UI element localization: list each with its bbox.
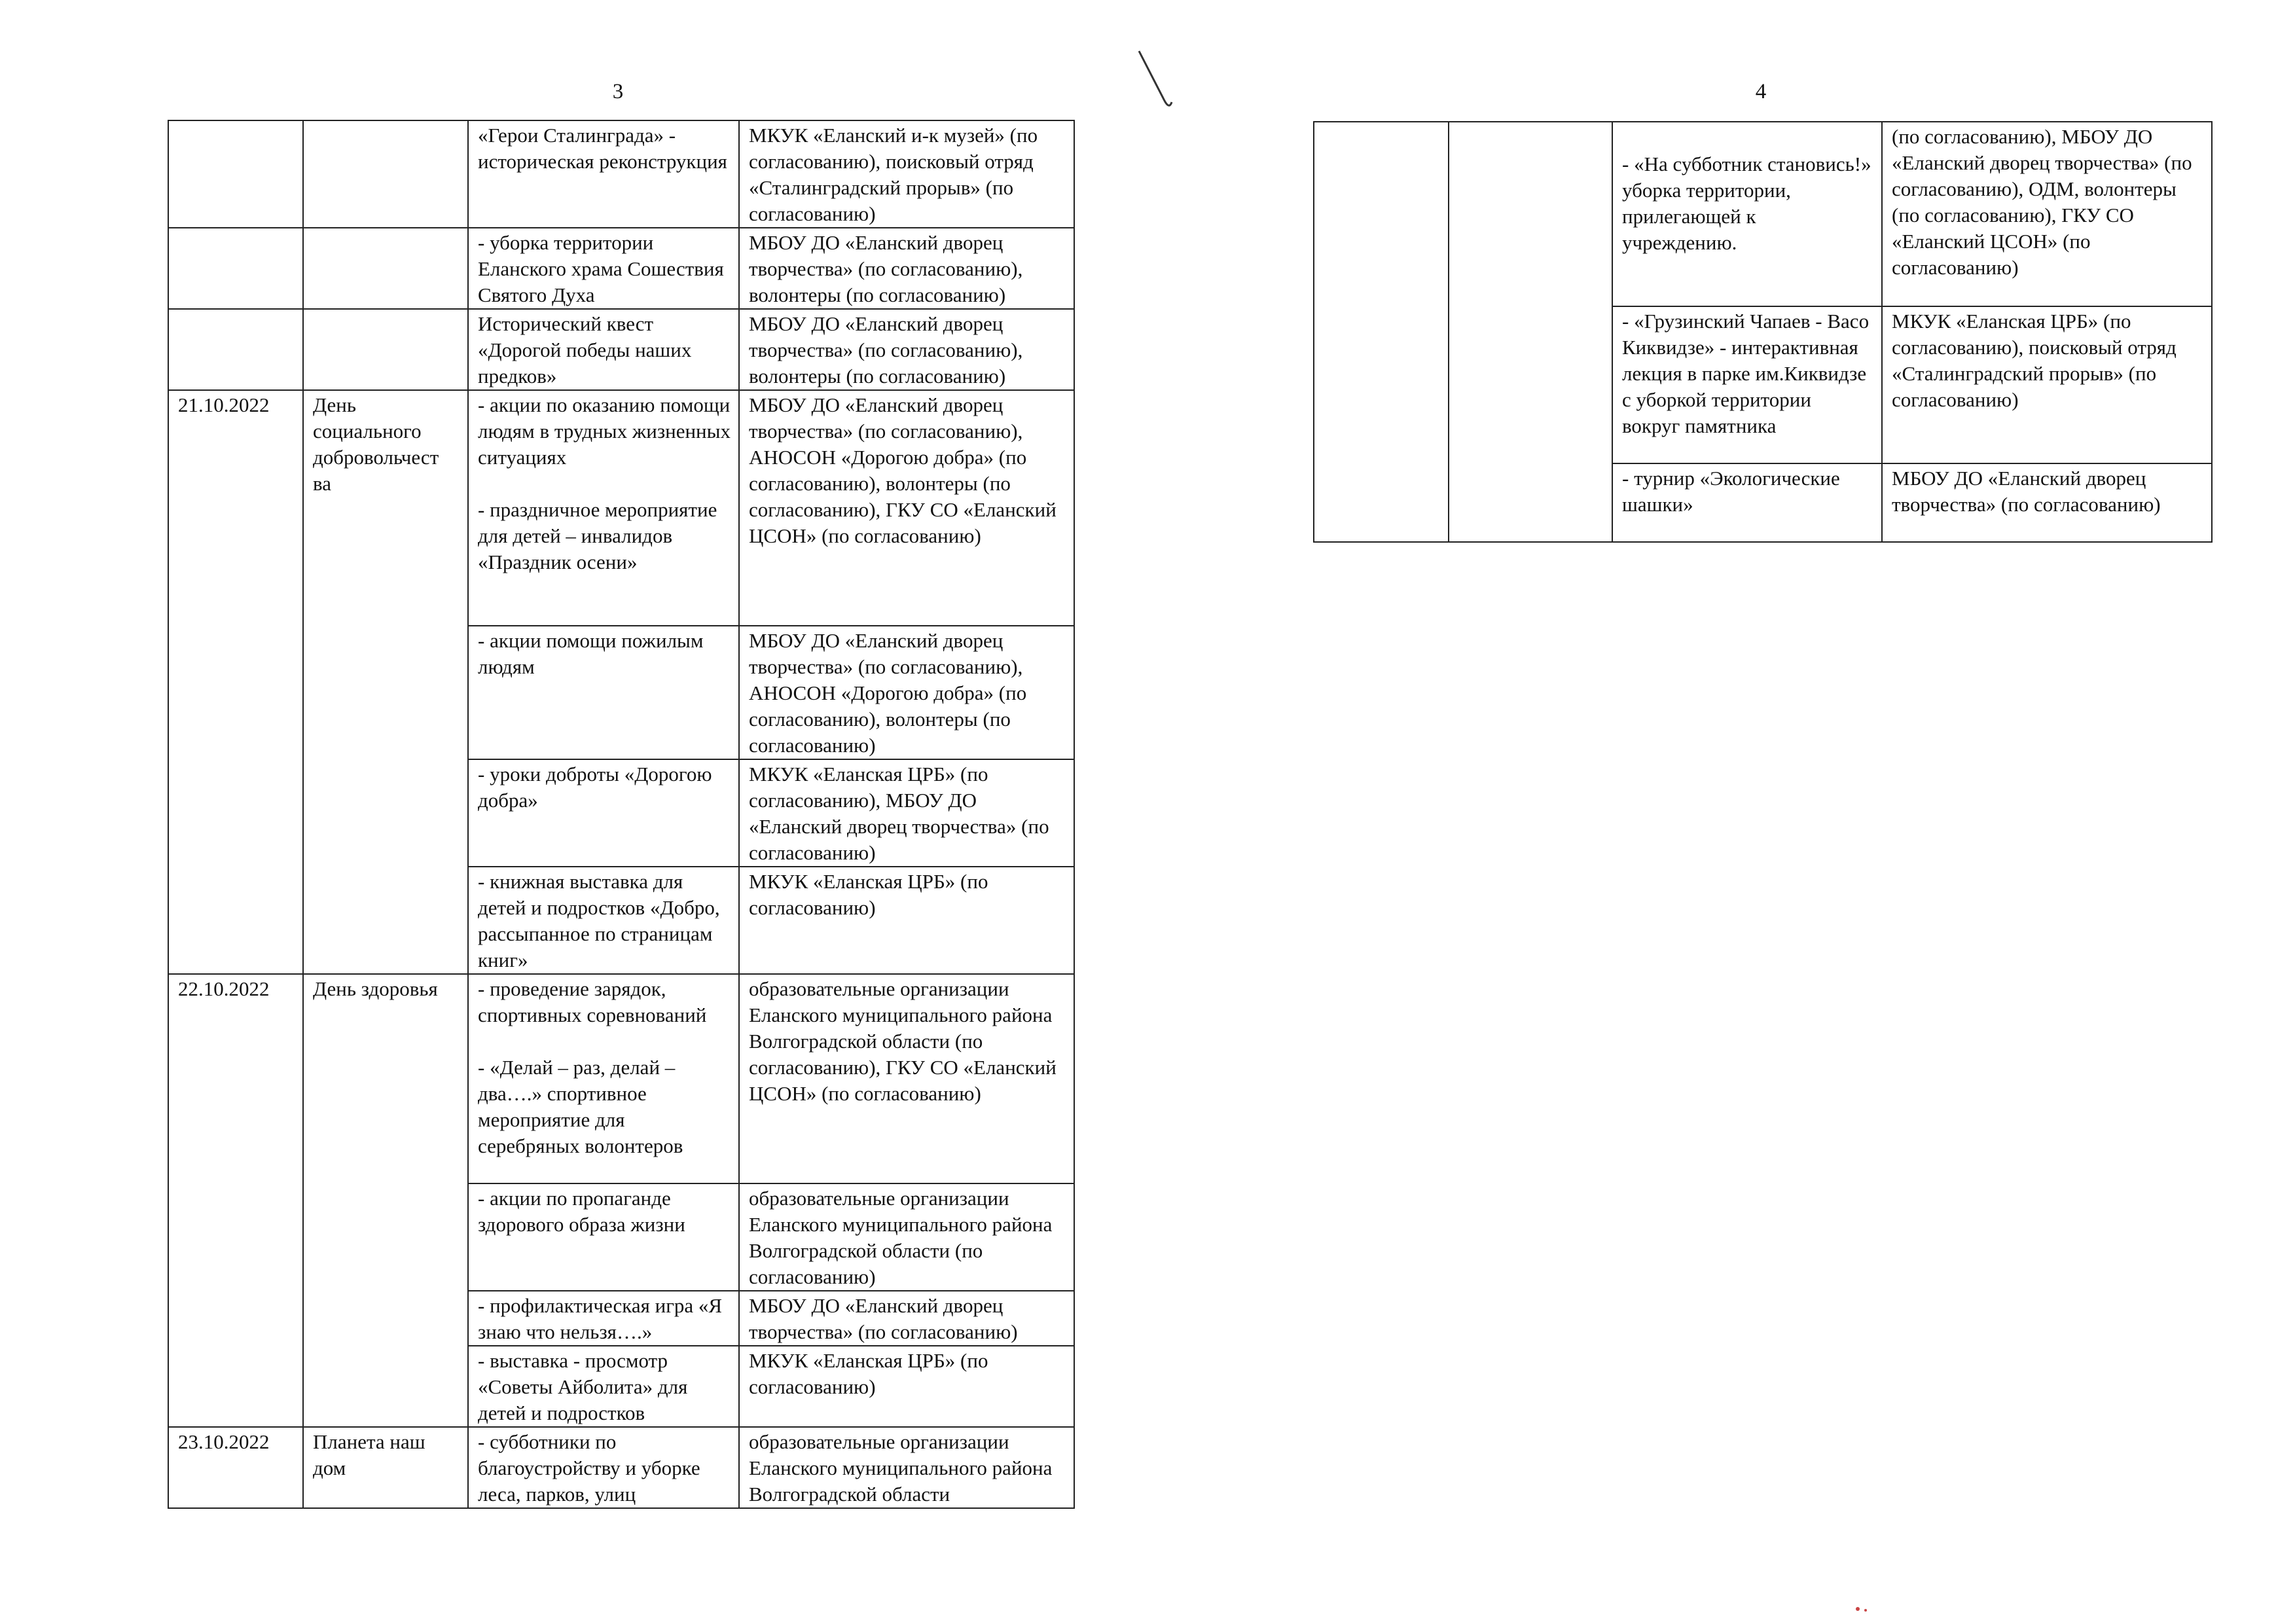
activity-cell [468,1291,739,1346]
date-cell [168,228,303,309]
events-table-page-4 [1313,121,2213,543]
scan-mark [1126,39,1191,118]
organizer-cell [739,867,1074,974]
date-cell: 21.10.2022 [168,390,303,974]
table-row [168,309,1074,390]
organizer-cell [739,974,1074,1183]
page-number-left: 3 [612,80,624,103]
organizer-cell [739,1291,1074,1346]
theme-cell: День социального добровольчест ва [303,390,468,974]
activity-cell [468,626,739,759]
date-cell: 22.10.2022 [168,974,303,1427]
table-row [168,974,1074,1183]
theme-cell [1449,122,1612,542]
organizer-text: МБОУ ДО «Еланский дворец творчества» (по согласованию), волонтеры (по согласованию) [749,312,1023,388]
table-row [168,1427,1074,1508]
activity-cell [468,867,739,974]
activity-cell [1612,122,1882,306]
organizer-text: МБОУ ДО «Еланский дворец творчества» (по согласованию), АНОСОН «Дорогою добра» (по согласованию), волонтеры (по согласованию), ГКУ СО «Еланский ЦСОН» (по согласованию) [749,393,1057,547]
activity-text: - «Делай – раз, делай – два….» спортивное мероприятие для серебряных волонтеров [478,1056,683,1157]
organizer-text: (по согласованию), МБОУ ДО «Еланский дворец творчества» (по согласованию), ОДМ, волонтеры (по согласованию), ГКУ СО «Еланский ЦСОН» (по согласованию) [1892,125,2192,279]
table-row [168,390,1074,626]
organizer-cell [739,120,1074,228]
activity-text: - профилактическая игра «Я знаю что нельзя….» [478,1294,723,1343]
organizer-text: МБОУ ДО «Еланский дворец творчества» (по согласованию), волонтеры (по согласованию) [749,231,1023,306]
table-row [168,120,1074,228]
organizer-text: МКУК «Еланский и-к музей» (по согласованию), поисковый отряд «Сталинградский прорыв» (по согласованию) [749,124,1038,225]
theme-cell: День здоровья [303,974,468,1427]
activity-text: - выставка - просмотр «Советы Айболита» для детей и подростков [478,1349,688,1424]
organizer-cell [739,1346,1074,1427]
activity-text: - праздничное мероприятие для детей – инвалидов «Праздник осени» [478,498,717,573]
activity-text: - субботники по благоустройству и уборке леса, парков, улиц [478,1430,700,1506]
activity-text: - «На субботник становись!» уборка территории, прилегающей к учреждению. [1622,153,1871,254]
date-cell: 23.10.2022 [168,1427,303,1508]
organizer-text: образовательные организации Еланского муниципального района Волгоградской области (по согласованию) [749,1187,1053,1288]
theme-cell [303,228,468,309]
organizer-cell [1882,463,2212,542]
activity-cell [468,120,739,228]
activity-cell [468,390,739,626]
activity-text: - акции по оказанию помощи людям в трудных жизненных ситуациях [478,393,731,469]
theme-cell [303,309,468,390]
organizer-cell [739,228,1074,309]
activity-cell [468,759,739,867]
organizer-cell [739,309,1074,390]
organizer-cell [1882,306,2212,463]
organizer-text: образовательные организации Еланского муниципального района Волгоградской области [749,1430,1053,1506]
table-row [1314,122,2212,306]
events-table-page-3 [168,120,1075,1509]
page-number-right: 4 [1755,80,1767,103]
activity-text: - книжная выставка для детей и подростков «Добро, рассыпанное по страницам книг» [478,870,720,971]
table-row [168,228,1074,309]
organizer-text: МБОУ ДО «Еланский дворец творчества» (по согласованию) [1892,467,2161,516]
activity-text: - проведение зарядок, спортивных соревнований [478,977,707,1026]
organizer-cell [739,390,1074,626]
organizer-text: МКУК «Еланская ЦРБ» (по согласованию) [749,1349,988,1398]
date-cell [168,309,303,390]
organizer-text: МБОУ ДО «Еланский дворец творчества» (по согласованию), АНОСОН «Дорогою добра» (по согласованию), волонтеры (по согласованию) [749,629,1027,757]
activity-cell [468,1346,739,1427]
organizer-text: МКУК «Еланская ЦРБ» (по согласованию), МБОУ ДО «Еланский дворец творчества» (по согласованию) [749,763,1049,864]
activity-text: - уроки доброты «Дорогою добра» [478,763,712,812]
theme-cell [303,120,468,228]
organizer-cell [739,759,1074,867]
date-cell [1314,122,1449,542]
theme-cell: Планета наш дом [303,1427,468,1508]
activity-text: Исторический квест «Дорогой победы наших предков» [478,312,692,388]
organizer-cell [739,1427,1074,1508]
activity-cell [468,228,739,309]
activity-text: - турнир «Экологические шашки» [1622,467,1840,516]
organizer-text: МБОУ ДО «Еланский дворец творчества» (по согласованию) [749,1294,1018,1343]
activity-cell [468,974,739,1183]
activity-cell [1612,463,1882,542]
activity-cell [1612,306,1882,463]
activity-text: - акции помощи пожилым людям [478,629,704,678]
organizer-cell [739,1183,1074,1291]
scan-speck [1852,1602,1879,1615]
activity-cell [468,309,739,390]
organizer-text: образовательные организации Еланского муниципального района Волгоградской области (по согласованию), ГКУ СО «Еланский ЦСОН» (по согласованию) [749,977,1057,1105]
activity-text: - уборка территории Еланского храма Сошествия Святого Духа [478,231,724,306]
organizer-cell [1882,122,2212,306]
organizer-cell [739,626,1074,759]
activity-text: - акции по пропаганде здорового образа жизни [478,1187,685,1236]
organizer-text: МКУК «Еланская ЦРБ» (по согласованию) [749,870,988,919]
activity-cell [468,1427,739,1508]
activity-text: - «Грузинский Чапаев - Васо Киквидзе» - интерактивная лекция в парке им.Киквидзе с уборкой территории вокруг памятника [1622,310,1870,437]
date-cell [168,120,303,228]
activity-text: «Герои Сталинграда» - историческая реконструкция [478,124,727,173]
activity-cell [468,1183,739,1291]
organizer-text: МКУК «Еланская ЦРБ» (по согласованию), поисковый отряд «Сталинградский прорыв» (по согласованию) [1892,310,2177,411]
